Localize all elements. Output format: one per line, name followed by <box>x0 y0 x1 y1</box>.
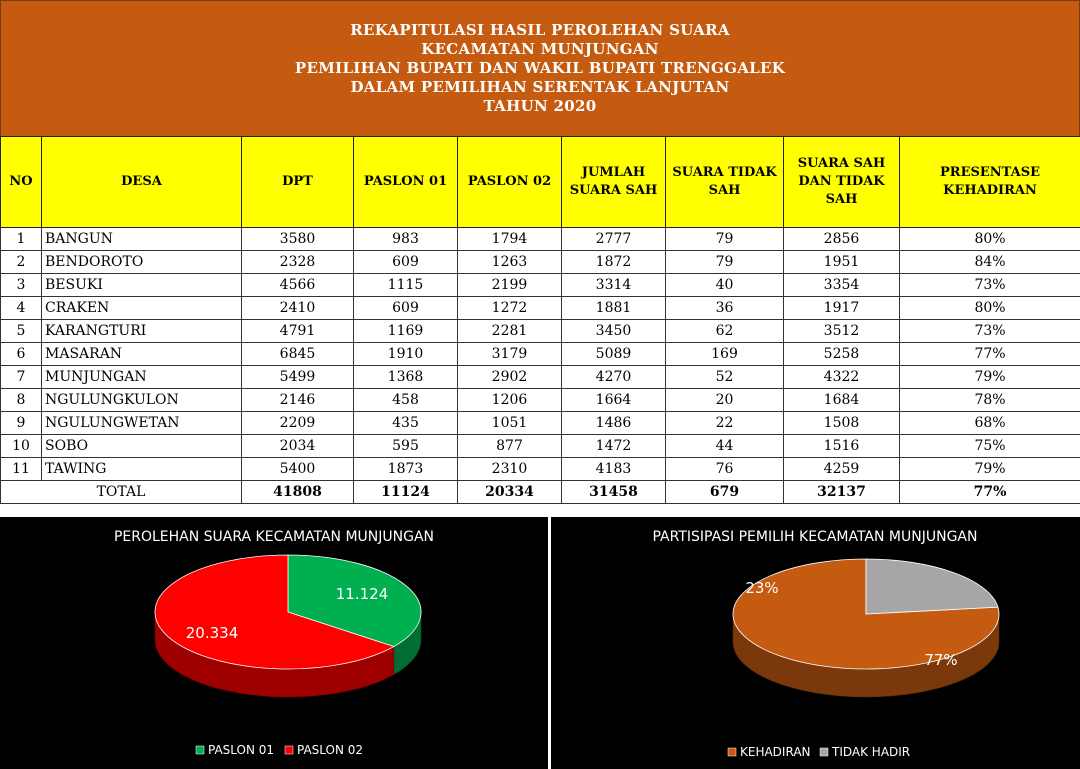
table-cell: 2777 <box>562 228 666 251</box>
header-line-2: KECAMATAN MUNJUNGAN <box>421 40 659 58</box>
pie-data-label: 77% <box>924 651 958 669</box>
table-cell: 1206 <box>458 389 562 412</box>
table-cell: 595 <box>354 435 458 458</box>
legend-label: PASLON 01 <box>208 743 275 757</box>
table-cell: 169 <box>666 343 784 366</box>
table-cell: 84% <box>900 251 1080 274</box>
table-cell: 76 <box>666 458 784 481</box>
table-cell: 80% <box>900 228 1080 251</box>
table-cell: 68% <box>900 412 1080 435</box>
table-cell: 877 <box>458 435 562 458</box>
total-cell: 32137 <box>784 481 900 504</box>
table-cell: 609 <box>354 251 458 274</box>
table-cell: CRAKEN <box>42 297 242 320</box>
table-cell: 1115 <box>354 274 458 297</box>
legend-swatch <box>728 748 736 756</box>
header-line-5: TAHUN 2020 <box>483 97 597 115</box>
pie-data-label: 20.334 <box>185 624 239 642</box>
table-cell: SOBO <box>42 435 242 458</box>
legend-label: PASLON 02 <box>297 743 364 757</box>
table-cell: 4566 <box>242 274 354 297</box>
table-cell: 1169 <box>354 320 458 343</box>
table-cell: NGULUNGWETAN <box>42 412 242 435</box>
table-cell: 1368 <box>354 366 458 389</box>
table-cell: BESUKI <box>42 274 242 297</box>
col-header-sah-tidak-sah: SUARA SAH DAN TIDAK SAH <box>784 137 900 228</box>
report-header <box>0 0 1080 137</box>
table-cell: 4270 <box>562 366 666 389</box>
table-cell: 1917 <box>784 297 900 320</box>
col-header-dpt: DPT <box>242 137 354 228</box>
table-cell: 4791 <box>242 320 354 343</box>
table-cell: 5 <box>1 320 42 343</box>
table-cell: 20 <box>666 389 784 412</box>
table-cell: 73% <box>900 274 1080 297</box>
chart-title: PEROLEHAN SUARA KECAMATAN MUNJUNGAN <box>113 529 435 545</box>
table-cell: 3 <box>1 274 42 297</box>
table-row <box>1 412 1080 435</box>
table-cell: 3580 <box>242 228 354 251</box>
table-cell: 1684 <box>784 389 900 412</box>
legend-swatch <box>285 746 293 754</box>
pie-data-label: 11.124 <box>335 585 389 603</box>
table-cell: 1051 <box>458 412 562 435</box>
total-cell: 77% <box>900 481 1080 504</box>
table-cell: 7 <box>1 366 42 389</box>
table-row <box>1 366 1080 389</box>
table-cell: 1 <box>1 228 42 251</box>
col-header-tidak-sah: SUARA TIDAK SAH <box>666 137 784 228</box>
table-cell: 78% <box>900 389 1080 412</box>
table-row <box>1 389 1080 412</box>
table-cell: 52 <box>666 366 784 389</box>
table-cell: 77% <box>900 343 1080 366</box>
table-row <box>1 343 1080 366</box>
col-header-paslon01: PASLON 01 <box>354 137 458 228</box>
legend-swatch <box>196 746 204 754</box>
col-header-suara-sah: JUMLAH SUARA SAH <box>562 137 666 228</box>
table-cell: 22 <box>666 412 784 435</box>
table-cell: 5089 <box>562 343 666 366</box>
table-cell: 1794 <box>458 228 562 251</box>
table-cell: 1472 <box>562 435 666 458</box>
table-cell: BENDOROTO <box>42 251 242 274</box>
total-cell: 679 <box>666 481 784 504</box>
table-cell: 1951 <box>784 251 900 274</box>
table-cell: 3450 <box>562 320 666 343</box>
table-cell: 75% <box>900 435 1080 458</box>
table-cell: 1516 <box>784 435 900 458</box>
table-cell: 62 <box>666 320 784 343</box>
header-line-3: PEMILIHAN BUPATI DAN WAKIL BUPATI TRENGGALEK <box>294 59 786 77</box>
table-cell: 10 <box>1 435 42 458</box>
table-cell: 79% <box>900 366 1080 389</box>
legend-swatch <box>820 748 828 756</box>
table-cell: 79 <box>666 228 784 251</box>
table-cell: 5499 <box>242 366 354 389</box>
table-cell: 1486 <box>562 412 666 435</box>
chart-perolehan-suara <box>0 517 548 769</box>
table-row <box>1 251 1080 274</box>
table-cell: 79 <box>666 251 784 274</box>
table-row <box>1 274 1080 297</box>
table-cell: 2410 <box>242 297 354 320</box>
total-cell: 31458 <box>562 481 666 504</box>
table-cell: 2902 <box>458 366 562 389</box>
table-cell: 5258 <box>784 343 900 366</box>
table-cell: 3179 <box>458 343 562 366</box>
table-cell: MASARAN <box>42 343 242 366</box>
total-row <box>1 481 1080 504</box>
table-cell: 2328 <box>242 251 354 274</box>
table-row <box>1 435 1080 458</box>
table-cell: MUNJUNGAN <box>42 366 242 389</box>
table-cell: NGULUNGKULON <box>42 389 242 412</box>
table-cell: 3512 <box>784 320 900 343</box>
chart-panel-perolehan-suara <box>0 517 548 769</box>
table-row <box>1 228 1080 251</box>
header-line-4: DALAM PEMILIHAN SERENTAK LANJUTAN <box>350 78 730 96</box>
total-cell: 20334 <box>458 481 562 504</box>
table-row <box>1 458 1080 481</box>
table-cell: 11 <box>1 458 42 481</box>
table-cell: 8 <box>1 389 42 412</box>
table-cell: KARANGTURI <box>42 320 242 343</box>
table-cell: 3314 <box>562 274 666 297</box>
total-label: TOTAL <box>1 481 242 504</box>
table-cell: 1664 <box>562 389 666 412</box>
table-cell: 1881 <box>562 297 666 320</box>
chart-panel-partisipasi <box>551 517 1080 769</box>
table-cell: 79% <box>900 458 1080 481</box>
chart-partisipasi <box>551 517 1080 769</box>
table-cell: 609 <box>354 297 458 320</box>
pie-data-label: 23% <box>745 579 779 597</box>
table-cell: 40 <box>666 274 784 297</box>
table-cell: 3354 <box>784 274 900 297</box>
table-cell: 4 <box>1 297 42 320</box>
total-cell: 11124 <box>354 481 458 504</box>
table-cell: 458 <box>354 389 458 412</box>
table-cell: 5400 <box>242 458 354 481</box>
table-cell: 2146 <box>242 389 354 412</box>
table-cell: 2856 <box>784 228 900 251</box>
table-cell: 2209 <box>242 412 354 435</box>
table-cell: 4259 <box>784 458 900 481</box>
table-cell: 2199 <box>458 274 562 297</box>
pie-slice-tidak-hadir <box>866 559 998 614</box>
table-cell: 983 <box>354 228 458 251</box>
total-cell: 41808 <box>242 481 354 504</box>
table-cell: TAWING <box>42 458 242 481</box>
chart-title: PARTISIPASI PEMILIH KECAMATAN MUNJUNGAN <box>652 529 978 545</box>
table-cell: 73% <box>900 320 1080 343</box>
table-cell: 2310 <box>458 458 562 481</box>
table-cell: 435 <box>354 412 458 435</box>
table-cell: 4183 <box>562 458 666 481</box>
col-header-no: NO <box>1 137 42 228</box>
header-line-1: REKAPITULASI HASIL PEROLEHAN SUARA <box>350 21 730 39</box>
table-row <box>1 297 1080 320</box>
table-cell: 1910 <box>354 343 458 366</box>
table-cell: 44 <box>666 435 784 458</box>
vote-recap-table <box>0 136 1080 504</box>
table-row <box>1 320 1080 343</box>
table-header-row <box>1 137 1080 228</box>
table-cell: 2034 <box>242 435 354 458</box>
table-cell: 1873 <box>354 458 458 481</box>
legend-label: KEHADIRAN <box>740 745 811 759</box>
table-cell: 6845 <box>242 343 354 366</box>
legend-label: TIDAK HADIR <box>832 745 911 759</box>
table-cell: 1872 <box>562 251 666 274</box>
table-cell: 1272 <box>458 297 562 320</box>
table-cell: BANGUN <box>42 228 242 251</box>
col-header-paslon02: PASLON 02 <box>458 137 562 228</box>
table-cell: 4322 <box>784 366 900 389</box>
table-cell: 2281 <box>458 320 562 343</box>
table-cell: 1508 <box>784 412 900 435</box>
table-cell: 36 <box>666 297 784 320</box>
col-header-kehadiran: PRESENTASE KEHADIRAN <box>900 137 1080 228</box>
table-cell: 1263 <box>458 251 562 274</box>
col-header-desa: DESA <box>42 137 242 228</box>
table-cell: 2 <box>1 251 42 274</box>
table-cell: 80% <box>900 297 1080 320</box>
table-cell: 6 <box>1 343 42 366</box>
table-cell: 9 <box>1 412 42 435</box>
